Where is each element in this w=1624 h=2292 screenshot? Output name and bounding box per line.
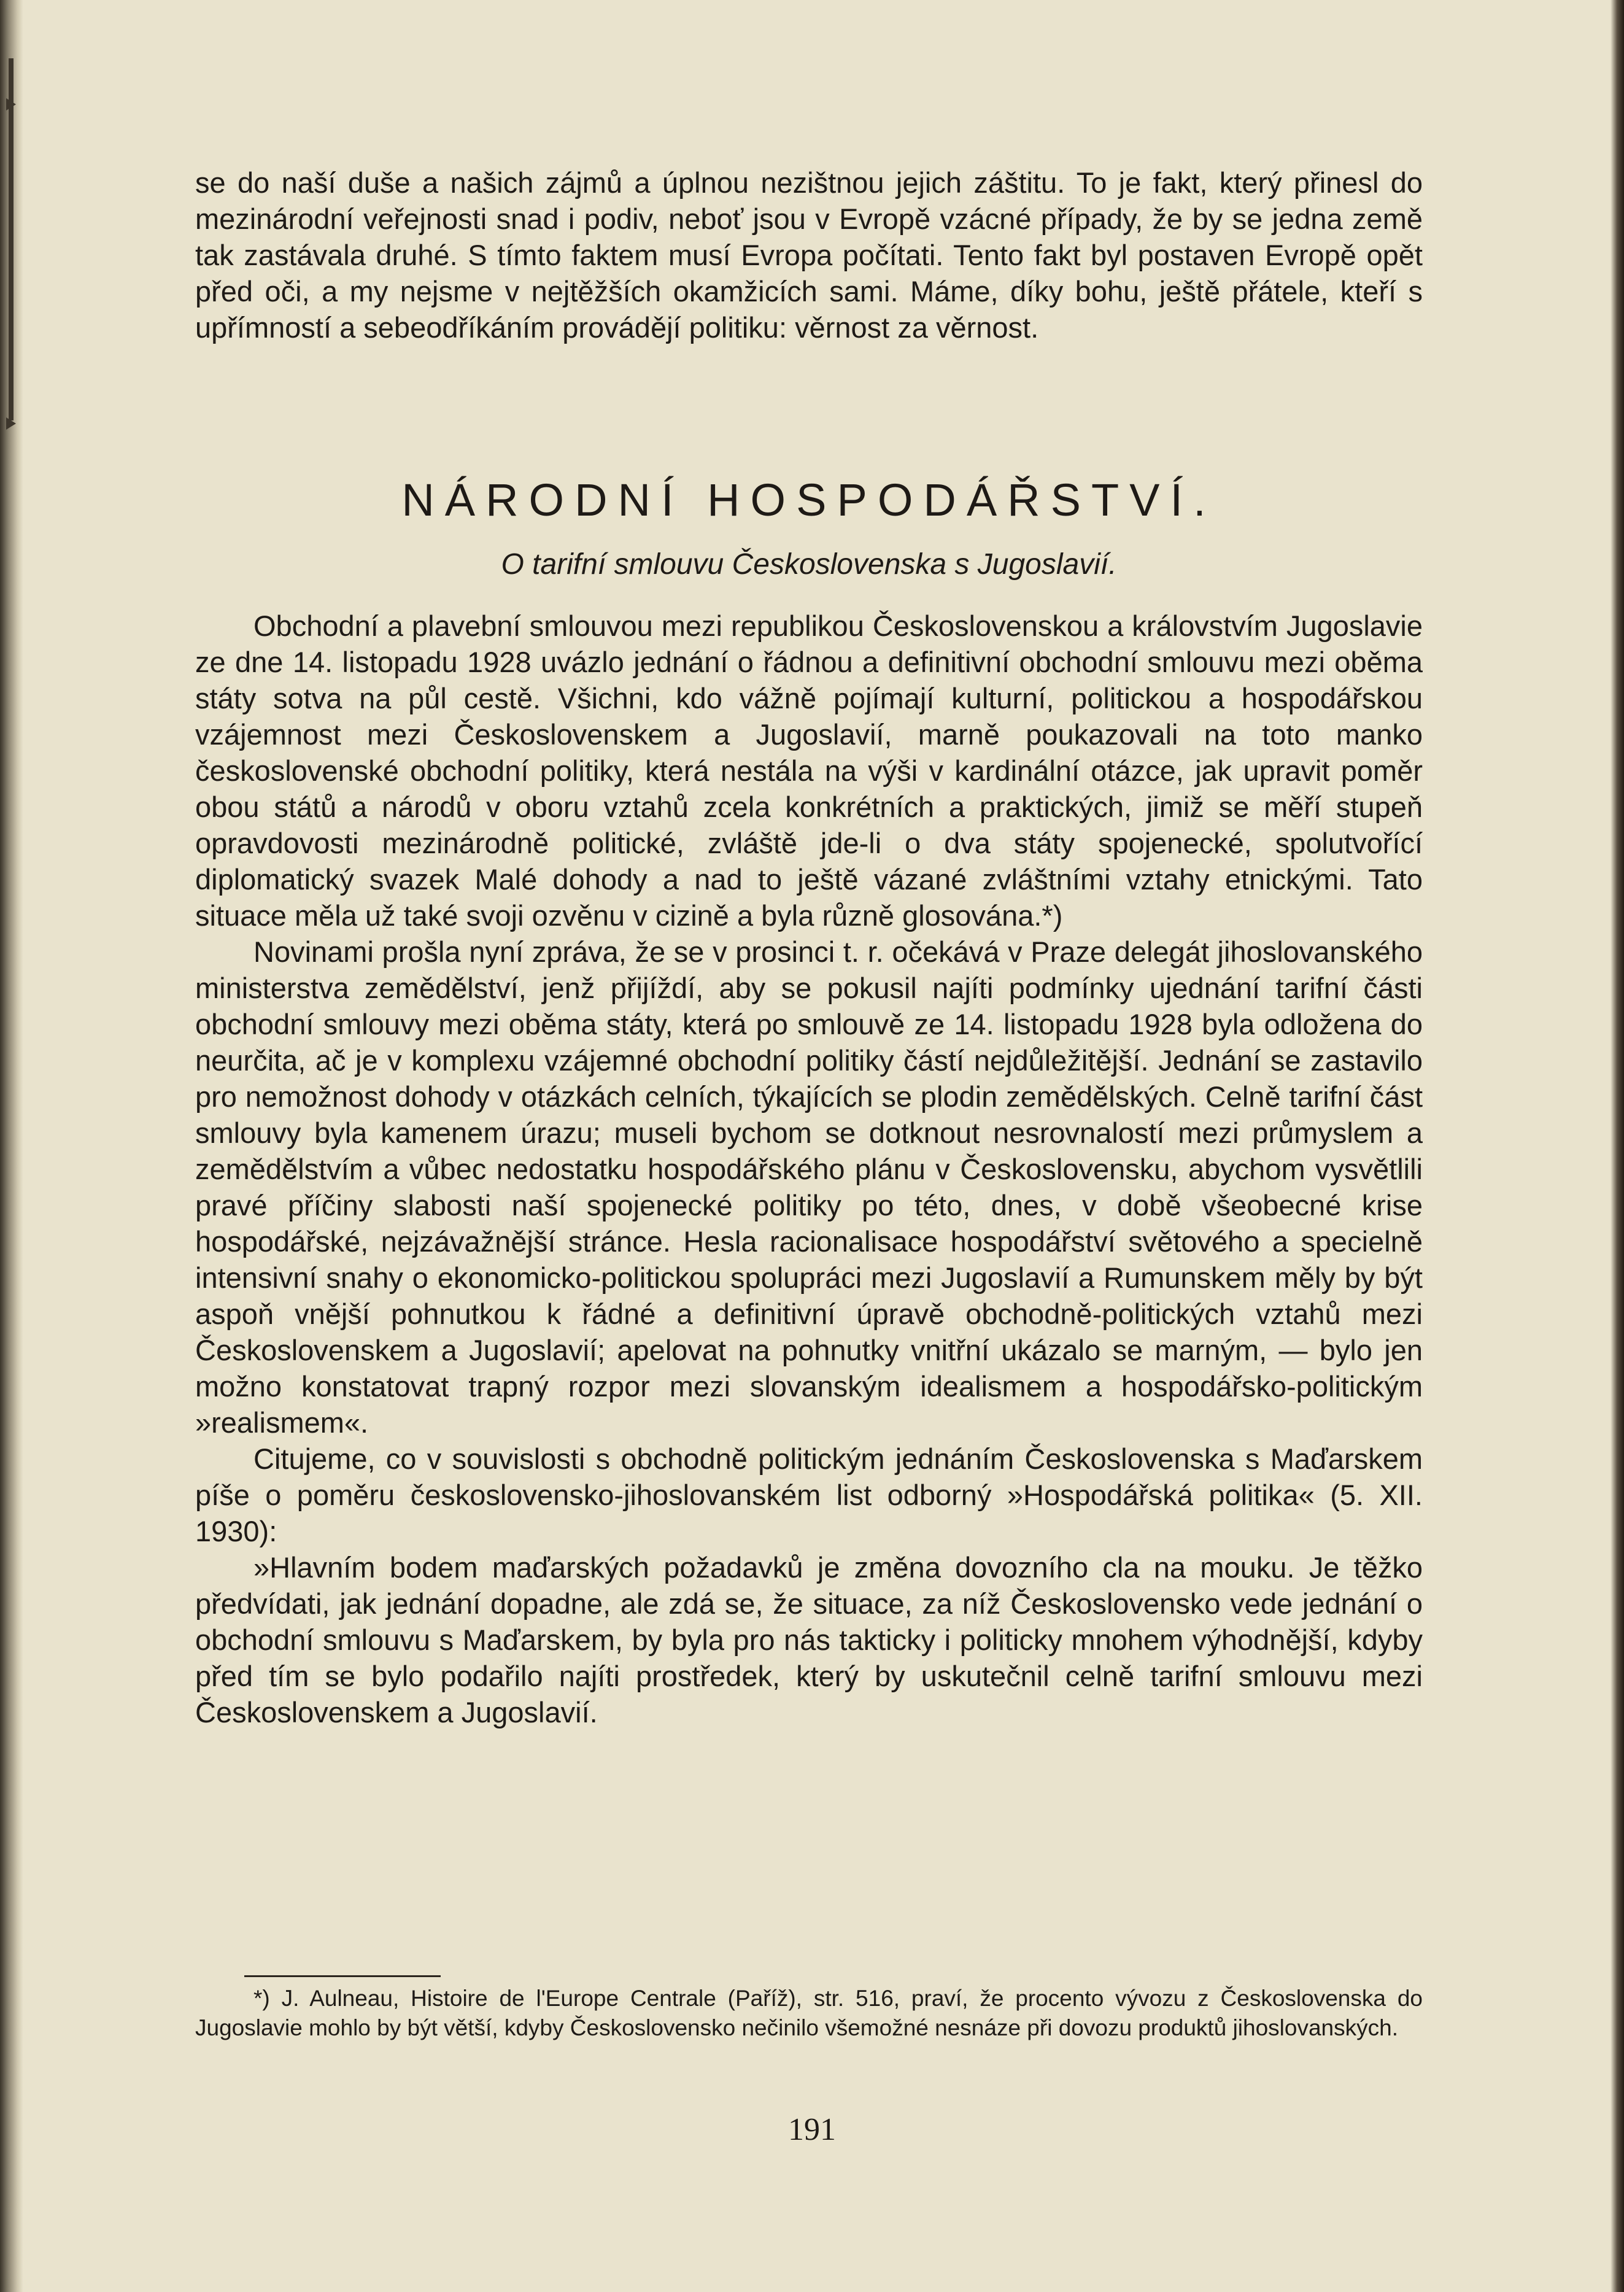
page-edge-shadow (1610, 0, 1624, 2292)
footnote-1: *) J. Aulneau, Histoire de l'Europe Centrale (Paříž), str. 516, praví, že procento vývozu z Československa do Jugoslavie mohlo by být větší, kdyby Československo nečinilo všemožné nesnáze při dovozu produktů jihoslovanských. (195, 1986, 1423, 2040)
paragraph-2: Novinami prošla nyní zpráva, že se v prosinci t. r. očekává v Praze delegát jihoslovanského ministerstva zemědělství, jenž přijíždí, aby se pokusil najíti podmínky ujednání tarifní části obchodní smlouvy mezi oběma státy, která po smlouvě ze 14. listopadu 1928 byla odložena do neurčita, ač je v komplexu vzájemné obchodní politiky částí nejdůležitější. Jednání se zastavilo pro nemožnost dohody v otázkách celních, týkajících se plodin zemědělských. Celně tarifní část smlouvy byla kamenem úrazu; museli bychom se dotknout nesrovnalostí mezi průmyslem a zemědělstvím a vůbec nedostatku hospodářského plánu v Československu, abychom vysvětlili pravé příčiny slabosti naší spojenecké politiky po této, dnes, v době všeobecné krise hospodářské, nejzávažnější stránce. Hesla racionalisace hospodářství světového a specielně intensivní snahy o ekonomicko-politickou spolupráci mezi Jugoslavií a Rumunskem měly by být aspoň vnější pohnutkou k řádné a definitivní úpravě obchodně-politických vztahů mezi Československem a Jugoslavií; apelovat na pohnutky vnitřní ukázalo se marným, — bylo jen možno konstatovat trapný rozpor mezi slovanským idealismem a hospodářsko-politickým »realismem«. (195, 935, 1423, 1439)
article-body (195, 608, 1423, 1730)
paragraph-4: »Hlavním bodem maďarských požadavků je změna dovozního cla na mouku. Je těžko předvídati, jak jednání dopadne, ale zdá se, že situace, za níž Československo vede jednání o obchodní smlouvu s Maďarskem, by byla pro nás takticky i politicky mnohem výhodnější, kdyby před tím se bylo podařilo najíti prostředek, který by uskutečnil celně tarifní smlouvu mezi Československem a Jugoslavií. (195, 1551, 1423, 1729)
section-heading: NÁRODNÍ HOSPODÁŘSTVÍ. (401, 474, 1216, 525)
margin-bracket (9, 58, 14, 420)
opening-text (195, 165, 1423, 346)
footnote-rule (244, 1975, 441, 1977)
paragraph-3: Citujeme, co v souvislosti s obchodně politickým jednáním Československa s Maďarskem píše o poměru československo-jihoslovanském list odborný »Hospodářská politika« (5. XII. 1930): (195, 1442, 1423, 1547)
footnotes (195, 1984, 1423, 2043)
opening-paragraph: se do naší duše a našich zájmů a úplnou nezištnou jejich záštitu. To je fakt, který přinesl do mezinárodní veřejnosti snad i podiv, neboť jsou v Evropě vzácné případy, že by se jedna země tak zastávala druhé. S tímto faktem musí Evropa počítati. Tento fakt byl postaven Evropě opět před oči, a my nejsme v nejtěžších okamžicích sami. Máme, díky bohu, ještě přátele, kteří s upřímností a sebeodříkáním provádějí politiku: věrnost za věrnost. (195, 166, 1423, 344)
paragraph-1: Obchodní a plavební smlouvou mezi republikou Československou a královstvím Jugoslavie ze dne 14. listopadu 1928 uvázlo jednání o řádnou a definitivní obchodní smlouvu mezi oběma státy sotva na půl cestě. Všichni, kdo vážně pojímají kulturní, politickou a hospodářskou vzájemnost mezi Československem a Jugoslavií, marně poukazovali na toto manko československé obchodní politiky, která nestála na výši v kardinální otázce, jak upravit poměr obou států a národů v oboru vztahů zcela konkrétních a praktických, jimiž se měří stupeň opravdovosti mezinárodně politické, zvláště jde-li o dva státy spojenecké, spolutvořící diplomatický svazek Malé dohody a nad to ještě vázané zvláštními vztahy etnickými. Tato situace měla už také svoji ozvěnu v cizině a byla různě glosována.*) (195, 610, 1423, 932)
margin-bracket-arrow (6, 417, 16, 430)
margin-bracket-arrow (6, 98, 16, 110)
article-subheading: O tarifní smlouvu Československa s Jugoslavií. (501, 548, 1117, 581)
page-number: 191 (788, 2112, 836, 2147)
